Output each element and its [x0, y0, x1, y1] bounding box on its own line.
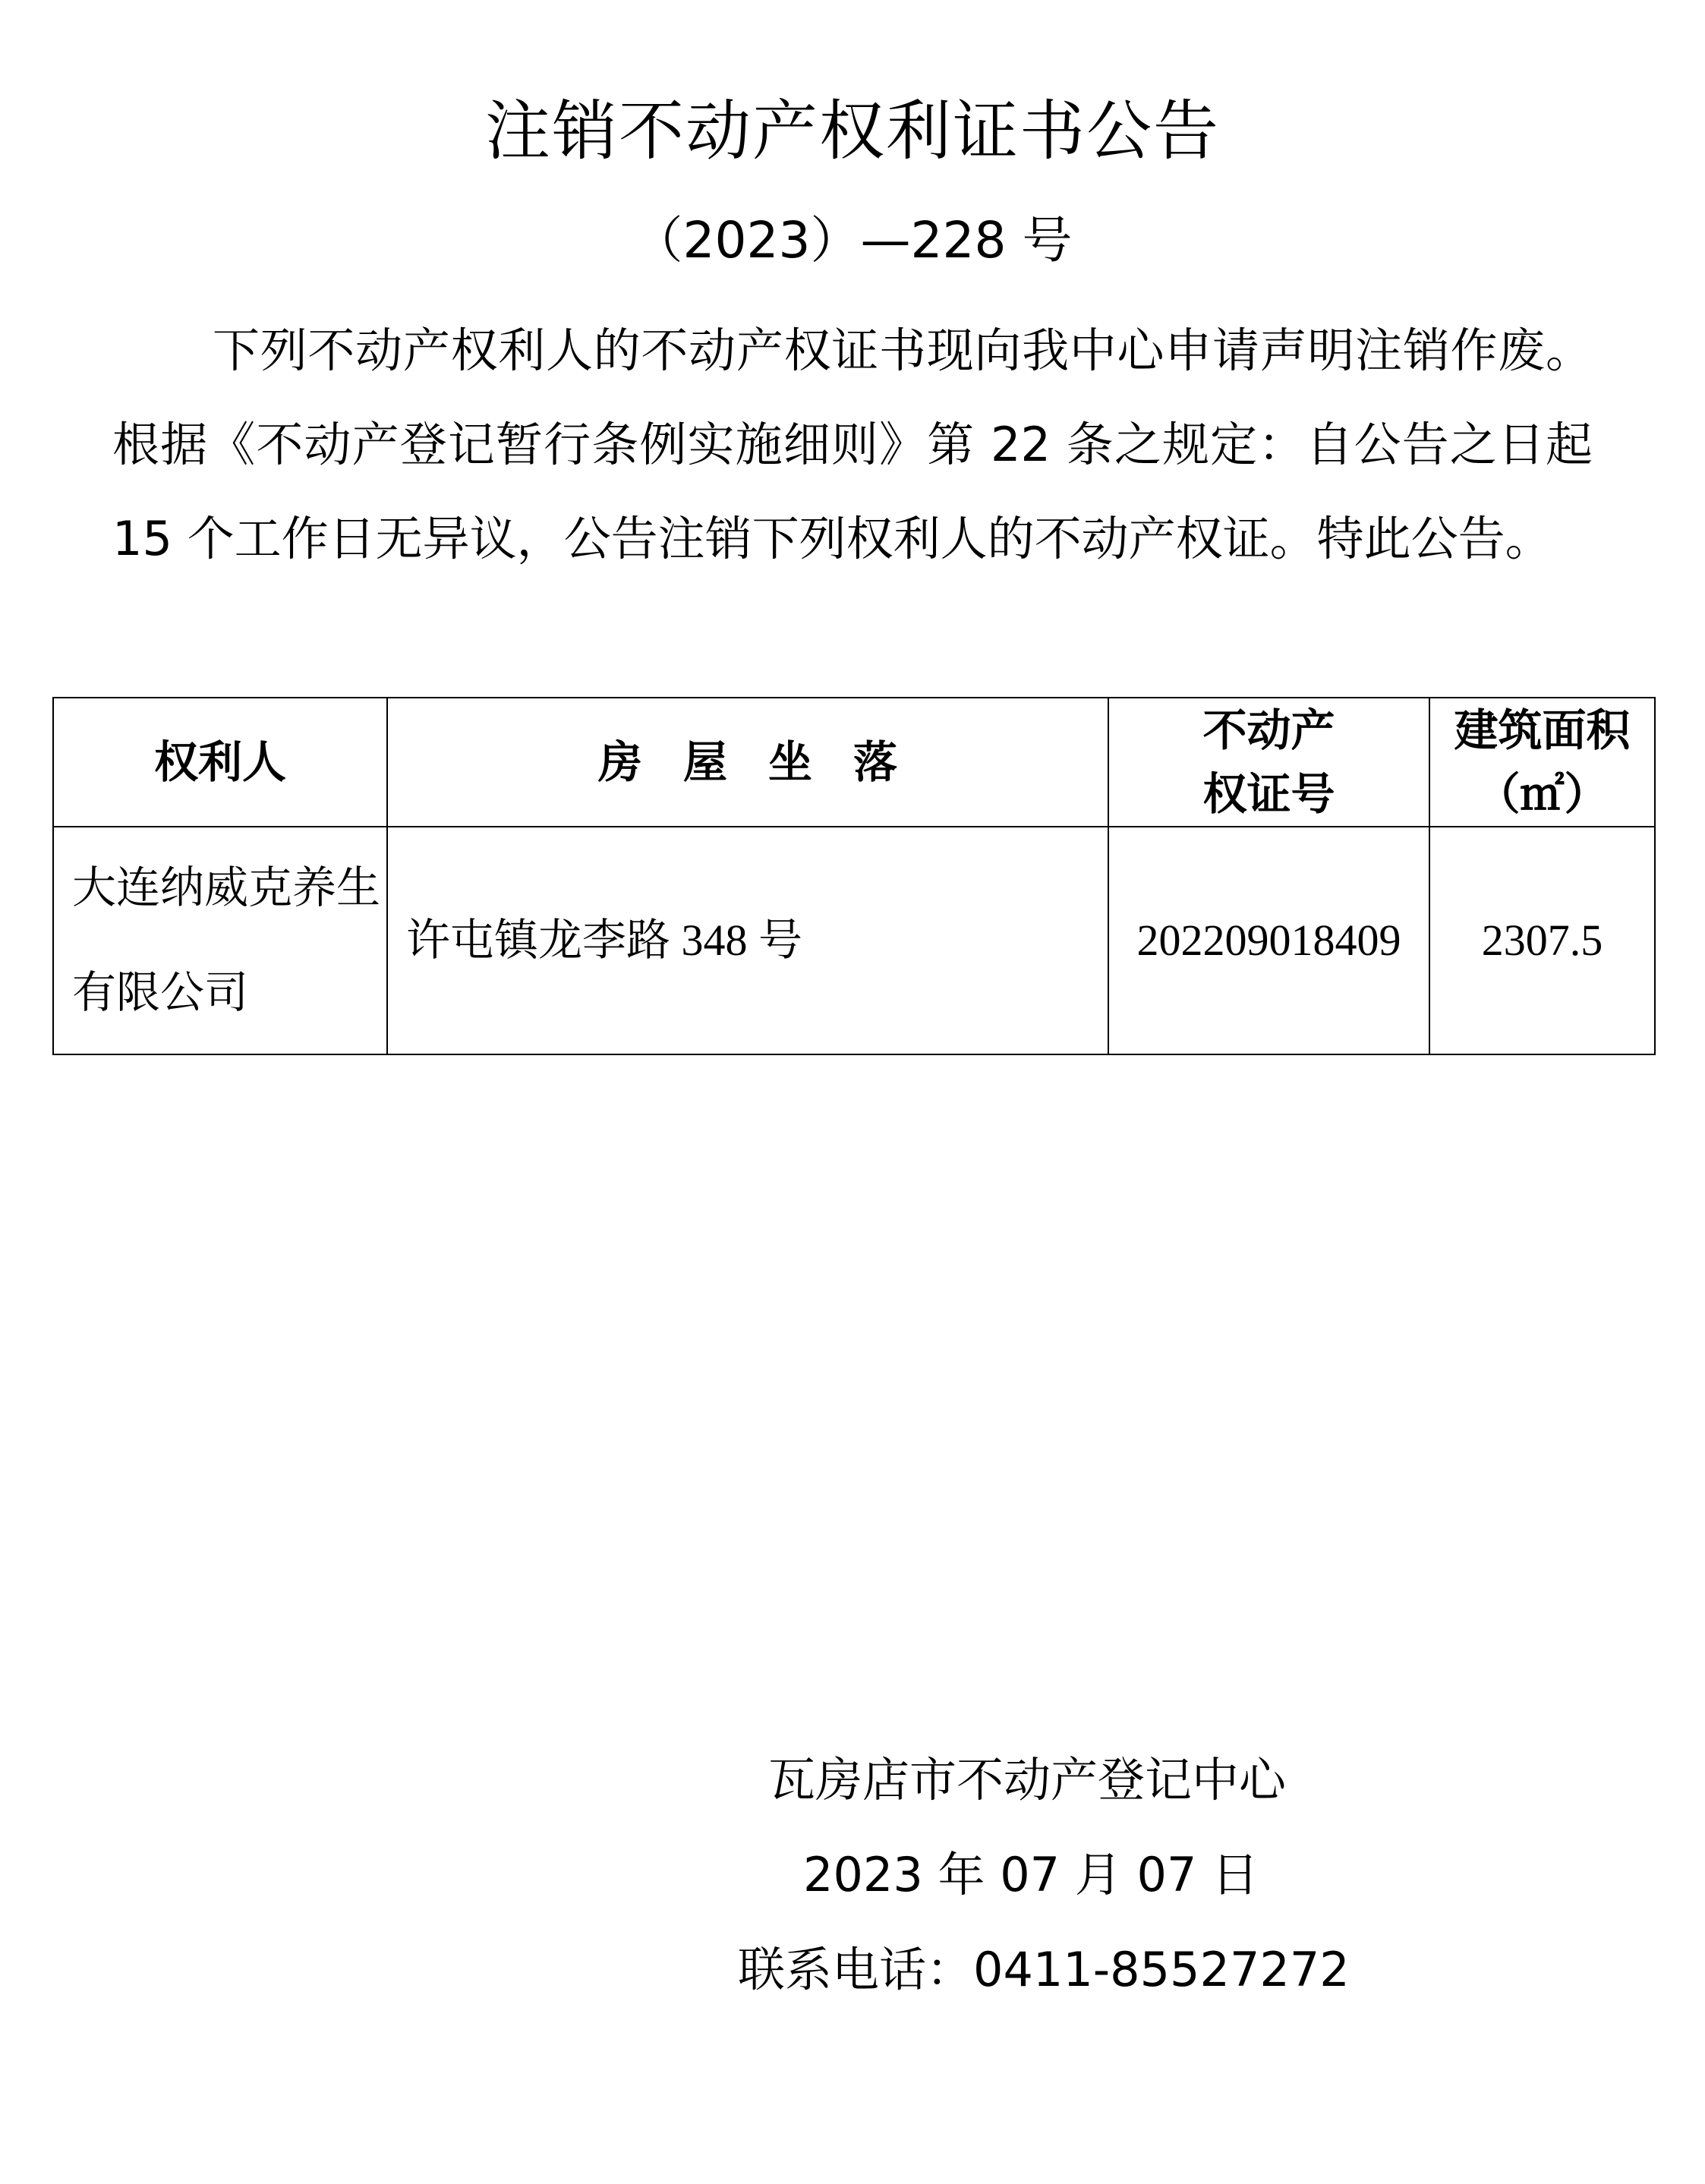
table-row — [53, 827, 1655, 1054]
cell-area: 2307.5 — [1429, 827, 1655, 1054]
cell-location: 许屯镇龙李路 348 号 — [387, 827, 1108, 1054]
header-area: 建筑面积 （㎡） — [1429, 698, 1655, 827]
cell-cert-number: 202209018409 — [1108, 827, 1429, 1054]
cell-holder: 大连纳威克养生有限公司 — [53, 827, 387, 1054]
notice-title: 注销不动产权利证书公告 — [485, 93, 1220, 169]
header-holder: 权利人 — [53, 698, 387, 827]
header-location: 房屋坐落 — [387, 698, 1108, 827]
issuing-organization: 瓦房店市不动产登记中心 — [768, 1752, 1287, 1807]
table-header-row — [53, 698, 1655, 827]
notice-body: 下列不动产权利人的不动产权证书现向我中心申请声明注销作废。根据《不动产登记暂行条例实施细则》第 22 条之规定：自公告之日起 15 个工作日无异议，公告注销下列权利人的不动产权证。特此公告。 — [112, 323, 1593, 566]
contact-phone: 联系电话：0411-85527272 — [738, 1942, 1350, 1997]
header-cert-number: 不动产 权证号 — [1108, 698, 1429, 827]
issue-date: 2023 年 07 月 07 日 — [803, 1847, 1259, 1902]
notice-number: （2023）—228 号 — [632, 211, 1073, 269]
certificate-table — [52, 697, 1656, 1055]
